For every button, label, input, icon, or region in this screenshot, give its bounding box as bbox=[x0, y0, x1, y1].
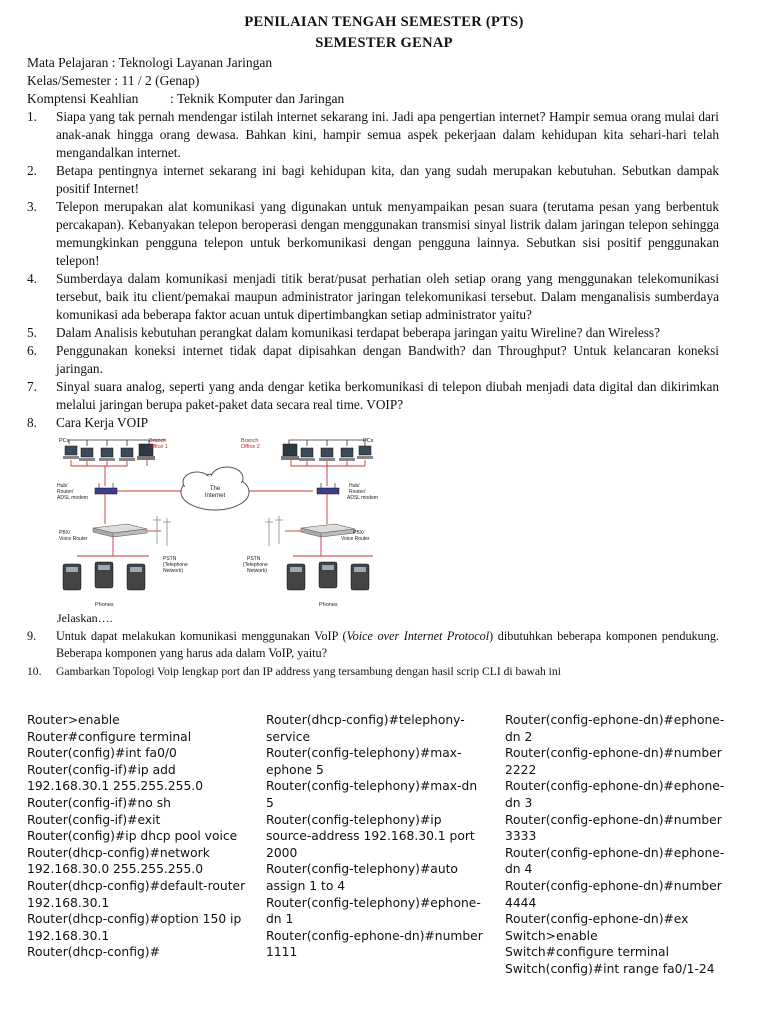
phones-right-label: Phones bbox=[319, 602, 338, 608]
hub-right-icon bbox=[317, 483, 339, 494]
pc-left-4-icon bbox=[119, 448, 135, 461]
internet-label-2: Internet bbox=[204, 493, 226, 499]
cli-line: 1111 bbox=[266, 945, 298, 960]
q9-text-b: ) dibutuhkan beberapa komponen pendukung. Beberapa komponen yang harus ada dalam VoIP, yaitu? bbox=[56, 629, 719, 660]
phone-left-1-icon bbox=[63, 564, 81, 590]
cli-line: 4444 bbox=[505, 895, 537, 910]
pbx-right-label-2: Voice Router bbox=[341, 536, 370, 542]
hub-left-label-1: Hub/ bbox=[57, 483, 68, 489]
pc-right-4-icon bbox=[339, 448, 355, 461]
question-line: Sinyal suara analog, seperti yang anda dengar ketika berkomunikasi di telepon diubah menjadi data digital dan bbox=[56, 379, 657, 394]
branch1-label-1: Branch bbox=[149, 438, 167, 444]
question-8 bbox=[27, 414, 719, 432]
cli-line: 192.168.30.1 bbox=[27, 895, 110, 910]
pbx-left-label-1: PBX/ bbox=[59, 530, 71, 536]
cli-line: Router(config)#int fa0/0 bbox=[27, 746, 177, 761]
pc-right-5-icon bbox=[357, 446, 373, 459]
cli-line: Router(config-telephony)#auto bbox=[266, 862, 458, 877]
cli-line: 2000 bbox=[266, 845, 298, 860]
question-line: mulai dari anak-anak hingga orang dewasa. Bahkan kini, hampir semua aspek pekerjaan dalam kehidupan kita bbox=[56, 109, 720, 142]
cli-line: service bbox=[266, 729, 311, 744]
explain-prompt: Jelaskan…. bbox=[57, 611, 113, 625]
q9-text-a: Untuk dapat melakukan komunikasi menggunakan VoIP ( bbox=[56, 629, 347, 643]
question-line: Dalam Analisis kebutuhan perangkat dalam komunikasi terdapat beberapa jaringan yaitu Wireline? dan Wireless? bbox=[56, 325, 660, 340]
hub-left-label-2: Router/ bbox=[57, 489, 74, 495]
question-line: Betapa pentingnya internet sekarang ini bagi kehidupan kita, dan yang sudah merupakan kebutuhan. Sebutkan bbox=[56, 163, 672, 178]
pstn-left-label-3: Network) bbox=[163, 568, 184, 574]
cli-line: dn 3 bbox=[505, 795, 533, 810]
question-number: 8. bbox=[27, 415, 37, 430]
cli-line: Router(config-ephone-dn)#ephone- bbox=[505, 779, 725, 794]
question-line: dikirimkan melalui jaringan berupa paket-paket data secara real time. VOIP? bbox=[56, 379, 719, 412]
question-2 bbox=[27, 162, 719, 198]
question-7 bbox=[27, 378, 719, 414]
cli-line: Router>enable bbox=[27, 713, 120, 727]
competency-value: : Teknik Komputer dan Jaringan bbox=[170, 91, 345, 106]
hub-right-label-3: ADSL modem bbox=[347, 495, 378, 501]
cli-line: Router(config-if)#no sh bbox=[27, 795, 171, 810]
question-number: 6. bbox=[27, 343, 37, 358]
question-number: 2. bbox=[27, 163, 37, 178]
cli-line: 2222 bbox=[505, 762, 537, 777]
pstn-right-icon bbox=[265, 516, 283, 546]
cli-line: Router(config-telephony)#max-dn bbox=[266, 779, 478, 794]
pc-right-3-icon bbox=[319, 448, 335, 461]
cli-line: Router(config-if)#ip add bbox=[27, 762, 176, 777]
cli-line: Router(config-ephone-dn)#number bbox=[505, 812, 722, 827]
internet-label-1: The bbox=[209, 486, 221, 492]
cli-line: 5 bbox=[266, 795, 274, 810]
cli-line: Router(config-telephony)#max- bbox=[266, 746, 462, 761]
cli-column-1 bbox=[27, 712, 245, 961]
question-1 bbox=[27, 108, 719, 162]
branch2-label-1: Branch bbox=[241, 438, 259, 444]
pstn-right-label-3: Network) bbox=[247, 568, 268, 574]
question-5 bbox=[27, 324, 719, 342]
branch1-label-2: Office 1 bbox=[149, 444, 168, 450]
cli-line: Router(dhcp-config)# bbox=[27, 945, 160, 960]
hub-right-label-2: Router/ bbox=[349, 489, 366, 495]
question-6 bbox=[27, 342, 719, 378]
internet-cloud-icon bbox=[181, 467, 249, 510]
cli-line: Router(dhcp-config)#telephony- bbox=[266, 713, 465, 727]
cli-line: Router(config-telephony)#ephone- bbox=[266, 895, 481, 910]
phone-left-2-icon bbox=[95, 562, 113, 588]
cli-line: Switch#configure terminal bbox=[505, 945, 670, 960]
pcs-right-label: PCs bbox=[363, 438, 374, 444]
pc-left-1-icon bbox=[63, 446, 79, 459]
pbx-left-label-2: Voice Router bbox=[59, 536, 88, 542]
question-line: Penggunakan koneksi internet tidak dapat dipisahkan dengan Bandwith? dan Throughput? Untuk kelancaran bbox=[56, 343, 671, 358]
phone-right-3-icon bbox=[351, 564, 369, 590]
voip-diagram bbox=[57, 434, 387, 610]
pcs-left-label: PCs bbox=[59, 438, 70, 444]
pc-left-3-icon bbox=[99, 448, 115, 461]
question-line: Siapa yang tak pernah mendengar istilah internet sekarang ini. Jadi apa pengertian internet? Hampir semua orang bbox=[56, 109, 661, 124]
cli-column-3 bbox=[505, 712, 724, 978]
question-10-number: 10. bbox=[27, 665, 42, 678]
cli-line: ephone 5 bbox=[266, 762, 324, 777]
pstn-right-label-1: PSTN bbox=[247, 556, 261, 562]
question-line: telekomunikasi tersebut, baik itu client/pemakai maupun administrator jaringan telekomunikasi tersebut. Dalam bbox=[56, 271, 720, 304]
question-3 bbox=[27, 198, 719, 270]
cli-line: Router(config-telephony)#ip bbox=[266, 812, 442, 827]
question-number: 1. bbox=[27, 109, 37, 124]
hub-right-label-1: Hub/ bbox=[349, 483, 360, 489]
cli-line: Switch>enable bbox=[505, 928, 598, 943]
cli-line: Switch(config)#int range fa0/1-24 bbox=[505, 961, 715, 976]
cli-line: Router(config-ephone-dn)#ephone- bbox=[505, 845, 725, 860]
question-line: positif penggunakan telepon! bbox=[56, 235, 720, 268]
question-line: telepon sehingga memungkinkan pengguna telepon untuk berkomunikasi dengan pengguna lainnya. Sebutkan sisi bbox=[56, 217, 720, 250]
branch2-label-2: Office 2 bbox=[241, 444, 260, 450]
cli-line: 192.168.30.0 255.255.255.0 bbox=[27, 862, 204, 877]
cli-column-2 bbox=[266, 712, 483, 961]
question-10 bbox=[27, 663, 719, 680]
question-9 bbox=[27, 628, 719, 662]
competency-line bbox=[27, 91, 344, 107]
question-4 bbox=[27, 270, 719, 324]
cli-line: 192.168.30.1 255.255.255.0 bbox=[27, 779, 204, 794]
pstn-right-label-2: (Telephone bbox=[243, 562, 268, 568]
subject-line: Mata Pelajaran : Teknologi Layanan Jaringan bbox=[27, 55, 273, 70]
hub-left-label-3: ADSL modem bbox=[57, 495, 88, 501]
question-list bbox=[27, 108, 719, 432]
phone-right-1-icon bbox=[287, 564, 305, 590]
cli-line: source-address 192.168.30.1 port bbox=[266, 829, 475, 844]
cli-line: Router(config-ephone-dn)#number bbox=[505, 746, 722, 761]
question-line: berbentuk percakapan). Kebanyakan telepon beroperasi dengan menggunakan transmisi sinyal listrik dalam jaringan bbox=[56, 199, 719, 232]
cli-line: Router(dhcp-config)#default-router bbox=[27, 878, 246, 893]
pstn-left-label-2: (Telephone bbox=[163, 562, 188, 568]
question-line: sehari-hari telah mengandalkan internet. bbox=[56, 127, 719, 160]
cli-line: dn 1 bbox=[266, 912, 294, 927]
question-line: koneksi jaringan. bbox=[56, 343, 719, 376]
question-line: Telepon merupakan alat komunikasi yang digunakan untuk menyampaikan pesan suara (terutama pesan yang bbox=[56, 199, 661, 214]
cli-line: Router(dhcp-config)#option 150 ip bbox=[27, 912, 242, 927]
cli-line: dn 4 bbox=[505, 862, 533, 877]
exam-subtitle: SEMESTER GENAP bbox=[315, 35, 453, 51]
pbx-left-icon bbox=[93, 524, 147, 537]
pc-right-2-icon bbox=[299, 448, 315, 461]
cli-line: dn 2 bbox=[505, 729, 533, 744]
question-line: dampak positif Internet! bbox=[56, 163, 720, 196]
cli-line: Router(config-ephone-dn)#ex bbox=[505, 912, 689, 927]
cli-line: assign 1 to 4 bbox=[266, 878, 346, 893]
pbx-right-label-1: PBX/ bbox=[353, 530, 365, 536]
question-9-text bbox=[27, 628, 719, 662]
class-line: Kelas/Semester : 11 / 2 (Genap) bbox=[27, 73, 200, 88]
cli-line: Router#configure terminal bbox=[27, 729, 192, 744]
pstn-left-label-1: PSTN bbox=[163, 556, 177, 562]
cli-line: Router(dhcp-config)#network bbox=[27, 845, 210, 860]
question-9-number: 9. bbox=[27, 629, 37, 643]
question-number: 3. bbox=[27, 199, 37, 214]
phone-right-2-icon bbox=[319, 562, 337, 588]
cli-line: 192.168.30.1 bbox=[27, 928, 110, 943]
cli-line: Router(config-ephone-dn)#number bbox=[266, 928, 483, 943]
hub-left-icon bbox=[95, 483, 117, 494]
cli-line: Router(config-ephone-dn)#number bbox=[505, 878, 722, 893]
phone-left-3-icon bbox=[127, 564, 145, 590]
question-number: 4. bbox=[27, 271, 37, 286]
phones-left-label: Phones bbox=[95, 602, 114, 608]
cli-line: Router(config-ephone-dn)#ephone- bbox=[505, 713, 725, 727]
question-line: Sumberdaya dalam komunikasi menjadi titik berat/pusat perhatian oleh setiap orang yang menggunakan bbox=[56, 271, 633, 286]
cli-line: Router(config)#ip dhcp pool voice bbox=[27, 829, 238, 844]
pc-left-2-icon bbox=[79, 448, 95, 461]
question-line: menganalisis sumberdaya komunikasi ada beberapa faktor acuan untuk dipertimbangkan setiap administrator yaitu? bbox=[56, 289, 719, 322]
question-number: 5. bbox=[27, 325, 37, 340]
competency-label: Komptensi Keahlian bbox=[27, 91, 139, 106]
question-number: 7. bbox=[27, 379, 37, 394]
question-10-text: Gambarkan Topologi Voip lengkap port dan IP address yang tersambung dengan hasil scrip CLI di bawah ini bbox=[56, 665, 561, 678]
cli-line: Router(config-if)#exit bbox=[27, 812, 161, 827]
cli-line: 3333 bbox=[505, 829, 537, 844]
q9-text-italic: Voice over Internet Protocol bbox=[346, 629, 490, 643]
question-line: Cara Kerja VOIP bbox=[56, 415, 149, 430]
pc-right-1-icon bbox=[281, 444, 299, 460]
exam-title: PENILAIAN TENGAH SEMESTER (PTS) bbox=[244, 14, 524, 30]
